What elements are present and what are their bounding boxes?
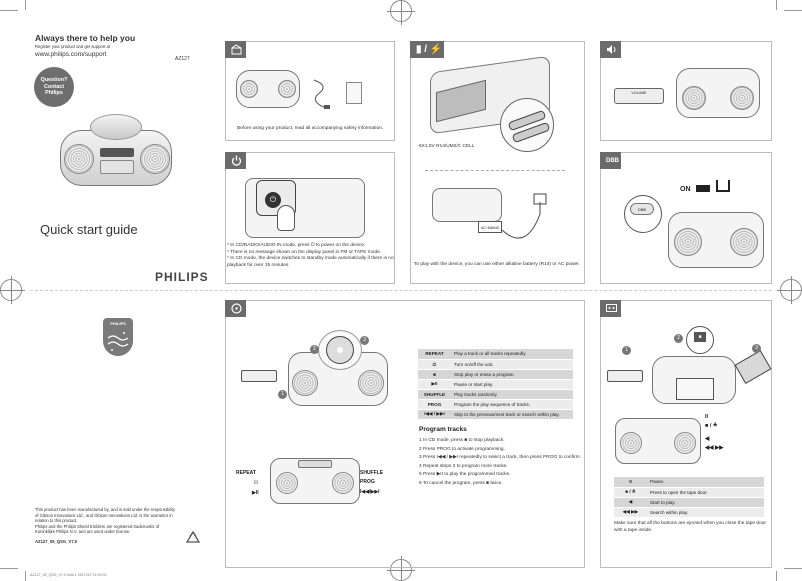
cd-control-strip <box>298 460 332 468</box>
ac-boombox-back-drawing <box>432 188 502 222</box>
cassette-icon <box>606 304 617 313</box>
table-row: SHUFFLE Play tracks randomly. <box>418 389 573 399</box>
box-tab <box>225 41 246 58</box>
tape-door-open <box>676 378 714 400</box>
eject-button[interactable]: ■ <box>694 332 706 342</box>
tape-source-switch[interactable] <box>607 370 643 382</box>
badge-line: Philips <box>45 90 63 97</box>
cd-disc <box>326 336 354 364</box>
table-row: ◀◀ ▶▶ Search within play. <box>614 507 764 517</box>
crop-line <box>0 568 18 569</box>
badge-line: Question? <box>40 77 68 84</box>
list-item: 1 In CD mode, press ■ to stop playback. <box>419 438 505 443</box>
label-play-pause: ▶II <box>252 490 259 496</box>
tape-button-label: ◀ <box>705 436 710 442</box>
speaker-right <box>140 144 170 174</box>
dbb-on-label: ON <box>680 186 691 193</box>
table-row: II Pause. <box>614 477 764 487</box>
crop-line <box>784 10 802 11</box>
tape-door <box>100 160 134 174</box>
speaker-left <box>240 80 258 98</box>
label-repeat: REPEAT <box>236 470 256 476</box>
shield-waves-icon <box>103 328 133 358</box>
callout-number: 1 <box>622 346 631 355</box>
tape-note: Make sure that all the buttons are ejected when you close the tape door with a tape inside. <box>614 521 766 533</box>
list-item: 5 Press ▶II to play the programmed tracks. <box>419 472 511 478</box>
speaker-left <box>682 86 706 110</box>
disc-icon <box>231 303 242 314</box>
callout-number: 3 <box>360 336 369 345</box>
speaker-left <box>292 370 318 396</box>
speaker-left <box>674 228 702 256</box>
speaker-right <box>730 86 754 110</box>
cd-lid <box>90 114 142 140</box>
battery-plug-icon: ▮ / ⚡ <box>416 44 443 55</box>
list-item: 6 To cancel the program, press ■ twice. <box>419 480 503 486</box>
power-cord-icon <box>310 78 334 110</box>
support-url[interactable]: www.philips.com/support <box>35 51 107 58</box>
dbb-tab <box>600 152 621 169</box>
tape-button-label: ◀◀ ▶▶ <box>705 445 724 451</box>
dbb-button-label: DBB <box>637 207 647 212</box>
power-cable-icon <box>496 192 556 252</box>
box-icon <box>231 44 242 55</box>
power-icon <box>231 155 242 166</box>
volume-label: VOLUME <box>631 91 647 95</box>
list-item: 4 Repeat steps 3 to program more tracks. <box>419 463 508 469</box>
badge-line: Contact <box>43 83 65 90</box>
section-divider <box>425 170 565 171</box>
dbb-tab-label: DBB <box>606 157 619 164</box>
speaker-left <box>64 144 94 174</box>
table-row: PROG Program the play sequence of tracks. <box>418 399 573 409</box>
tape-button-label: II <box>705 414 709 420</box>
volume-knob-closeup[interactable] <box>614 88 664 104</box>
label-skip: I◀◀/▶▶I <box>360 489 380 495</box>
file-footer: AZ127_05_QSG_V7.0.indd 1 2017/4/7 11:09:39 <box>30 573 107 577</box>
program-steps <box>419 437 584 489</box>
speaker-left <box>276 472 298 494</box>
crop-line <box>0 10 18 11</box>
table-row: I◀◀ / ▶▶I Skip to the previous/next track or search within play. <box>418 409 573 419</box>
cd-keys-table <box>418 349 573 420</box>
table-row: ■ / ≜ Press to open the tape door. <box>614 487 764 497</box>
recycle-icon <box>183 530 203 548</box>
label-prog: PROG <box>360 479 375 485</box>
callout-number: 3 <box>752 344 761 353</box>
crop-line <box>784 568 802 569</box>
table-row: ▶II Pause or start play. <box>418 379 573 389</box>
contact-badge[interactable] <box>34 67 74 107</box>
register-line: Register your product and get support at <box>35 44 110 49</box>
speaker-right <box>730 228 758 256</box>
model-number: AZ127 <box>175 56 190 62</box>
cd-source-switch[interactable] <box>241 370 277 382</box>
registration-mark <box>390 0 412 22</box>
callout-number: 1 <box>278 390 287 399</box>
volume-icon <box>606 44 617 55</box>
shield-label: PHILIPS <box>110 321 126 326</box>
crop-line <box>776 0 777 10</box>
cover-heading: Always there to help you <box>35 33 136 43</box>
speaker-right <box>674 432 696 454</box>
list-item: 2 Press PROG to activate programming. <box>419 446 505 452</box>
fold-line <box>30 290 772 291</box>
power-notes: * In CD/RADIO/AUDIO IN mode, press ⏻ to power on the device. * There is no message shown on the display panel in FM or TAPE mode. * In CD mode, the device switches to standby mode automatically if there is no playback for over 15 minutes. <box>227 243 394 268</box>
display-panel <box>100 148 134 157</box>
table-row: ■ Stop play or erase a program. <box>418 369 573 379</box>
product-image <box>58 110 176 190</box>
crop-line <box>25 0 26 10</box>
power-button[interactable]: ⏻ <box>265 192 281 208</box>
volume-tab <box>600 41 621 58</box>
manual-booklet <box>346 82 362 104</box>
label-shuffle: SHUFFLE <box>360 470 384 476</box>
tape-tab <box>600 300 621 317</box>
list-item: 3 Press I◀◀ / ▶▶I repeatedly to select a track, then press PROG to confirm. <box>419 455 581 461</box>
power-tab <box>225 152 246 169</box>
power-source-caption: To play with the device, you can use either alkaline battery (R14) or AC power. <box>414 262 580 267</box>
speaker-left <box>620 432 642 454</box>
callout-number: 2 <box>674 334 683 343</box>
crop-line <box>25 571 26 581</box>
philips-shield-logo <box>103 318 133 356</box>
dbb-display-icon <box>696 185 710 192</box>
cd-tab <box>225 300 246 317</box>
doc-code: AZ127_05_QSG_V7.0 <box>35 539 78 544</box>
legal-text: This product has been manufactured by, and is sold under the responsibility of Gibson Innovations Ltd., and Gibson Innovations Ltd. is the warrantor in relation to this product. Philips and the Philips Shield Emblem are registered trademarks of Koninklijke Philips N.V. and are used under license. <box>35 507 176 535</box>
crop-line <box>776 571 777 581</box>
registration-mark <box>0 279 22 301</box>
program-title: Program tracks <box>419 426 467 433</box>
box-caption: Before using your product, read all accompanying safety information. <box>237 126 384 131</box>
speaker-right <box>358 370 384 396</box>
callout-number: 2 <box>310 345 319 354</box>
cd-panel <box>225 300 585 568</box>
dbb-button[interactable] <box>630 203 654 215</box>
speaker-right <box>278 80 296 98</box>
table-row: ⏻ Turn on/off the unit. <box>418 359 573 369</box>
table-row: REPEAT Play a track or all tracks repeatedly. <box>418 349 573 359</box>
tape-keys-table <box>614 477 764 518</box>
speaker-right <box>332 472 354 494</box>
brand-wordmark: PHILIPS <box>155 270 209 284</box>
label-power: ⏻ <box>254 480 258 486</box>
registration-mark <box>780 279 802 301</box>
power-source-tab <box>410 41 444 58</box>
tape-button-label: ■ / ≜ <box>705 423 718 429</box>
guide-title: Quick start guide <box>40 222 138 237</box>
pressing-hand-icon <box>277 205 295 231</box>
table-row: ◀ Start to play. <box>614 497 764 507</box>
battery-cell-label: 6X1.5V R14/UM2/C CELL <box>419 144 475 149</box>
dbb-display-icon <box>716 180 730 192</box>
ac-socket: AC~MAINS <box>478 221 502 233</box>
